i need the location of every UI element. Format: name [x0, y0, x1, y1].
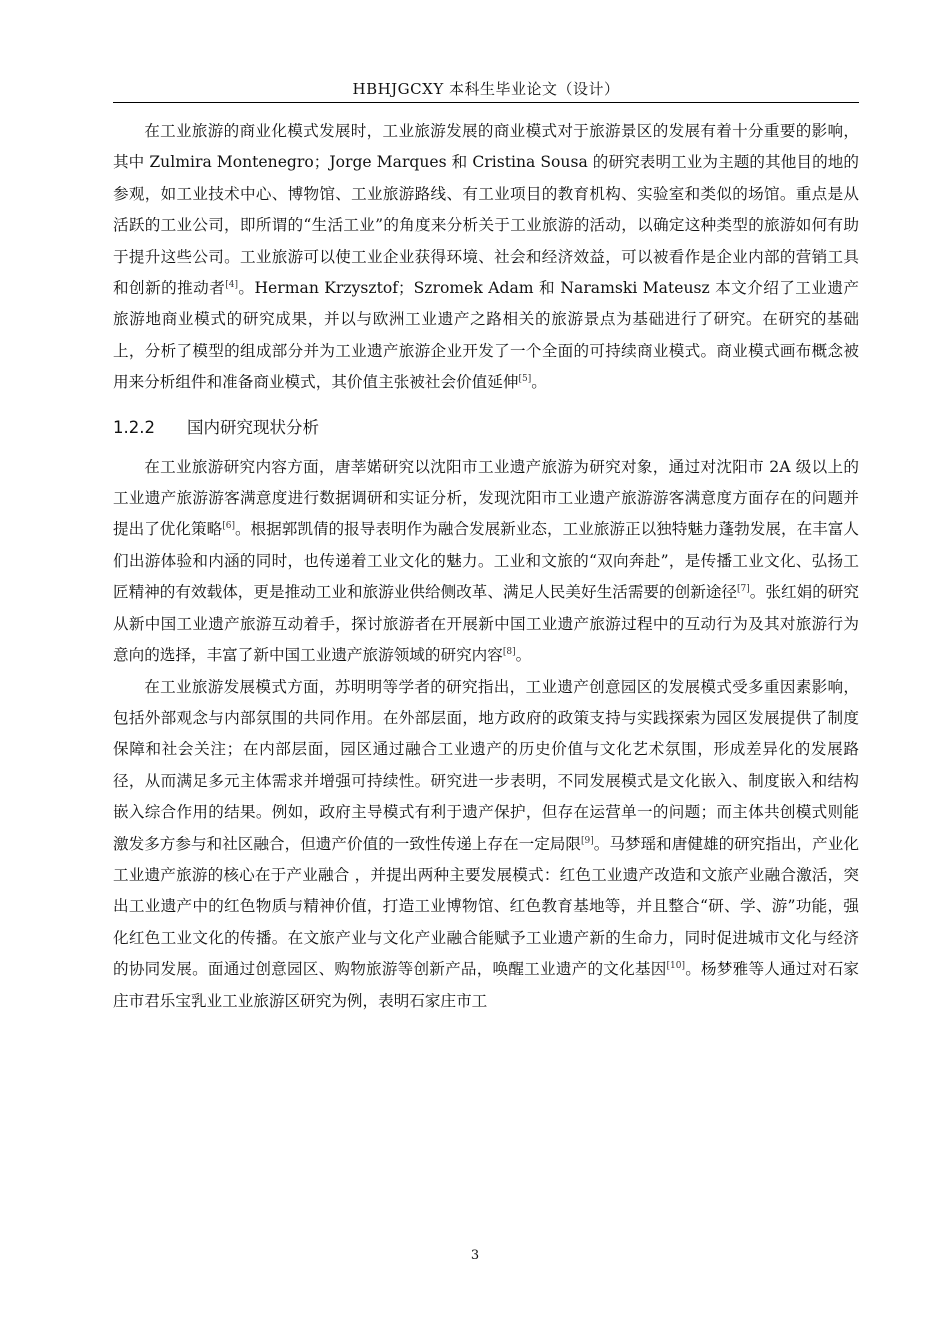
header-title: HBHJGCXY 本科生毕业论文（设计） [352, 80, 620, 98]
page-header [113, 60, 859, 103]
paragraph-text: 。Herman Krzysztof；Szromek Adam 和 Naramski Mateusz 本文介绍了工业遗产旅游地商业模式的研究成果，并以与欧洲工业遗产之路相关的旅游景点为基础进行了研究。在研究的基础上，分析了模型的组成部分并为工业遗产旅游企业开发了一个全面的可持续商业模式。商业模式画布概念被用来分析组件和准备商业模式，其价值主张被社会价值延伸 [113, 279, 859, 392]
citation-ref: [7] [737, 584, 750, 595]
body-paragraph [113, 116, 859, 399]
body-paragraph [113, 452, 859, 672]
citation-ref: [9] [581, 835, 594, 846]
citation-ref: [6] [222, 521, 235, 532]
paragraph-text: 在工业旅游研究内容方面，唐莘婼研究以沈阳市工业遗产旅游为研究对象，通过对沈阳市 2A 级以上的工业遗产旅游游客满意度进行数据调研和实证分析，发现沈阳市工业遗产旅游游客满意度方面存在的问题并提出了优化策略 [113, 457, 859, 539]
section-number: 1.2.2 [113, 417, 155, 437]
paragraph-text: 在工业旅游发展模式方面，苏明明等学者的研究指出，工业遗产创意园区的发展模式受多重因素影响，包括外部观念与内部氛围的共同作用。在外部层面，地方政府的政策支持与实践探索为园区发展提供了制度保障和社会关注；在内部层面，园区通过融合工业遗产的历史价值与文化艺术氛围，形成差异化的发展路径，从而满足多元主体需求并增强可持续性。研究进一步表明，不同发展模式是文化嵌入、制度嵌入和结构嵌入综合作用的结果。例如，政府主导模式有利于遗产保护，但存在运营单一的问题；而主体共创模式则能激发多方参与和社区融合，但遗产价值的一致性传递上存在一定局限 [113, 677, 859, 853]
paragraph-text: 。 [515, 646, 532, 665]
page-body [113, 116, 859, 1017]
section-heading [113, 413, 859, 443]
citation-ref: [5] [518, 374, 532, 385]
citation-ref: [10] [666, 961, 686, 972]
paragraph-text: 。 [531, 373, 547, 392]
paragraph-text: 。马梦瑶和唐健雄的研究指出，产业化工业遗产旅游的核心在于产业融合 ，并提出两种主要发展模式：红色工业遗产改造和文旅产业融合激活，突出工业遗产中的红色物质与精神价值，打造工业博物馆、红色教育基地等，并且整合“研、学、游”功能，强化红色工业文化的传播。在文旅产业与文化产业融合能赋予工业遗产新的生命力，同时促进城市文化与经济的协同发展。面通过创意园区、购物旅游等创新产品，唤醒工业遗产的文化基因 [113, 834, 859, 979]
paragraph-text: 。杨梦雅等人通过对石家庄市君乐宝乳业工业旅游区研究为例，表明石家庄市工 [113, 960, 859, 1010]
citation-ref: [8] [502, 647, 516, 658]
paragraph-text: 在工业旅游的商业化模式发展时，工业旅游发展的商业模式对于旅游景区的发展有着十分重要的影响，其中 Zulmira Montenegro；Jorge Marques 和 Cristina Sousa 的研究表明工业为主题的其他目的地的参观，如工业技术中心、博物馆、工业旅游路线、有工业项目的教育机构、实验室和类似的场馆。重点是从活跃的工业公司，即所谓的“生活工业”的角度来分析关于工业旅游的活动，以确定这种类型的旅游如何有助于提升这些公司。工业旅游可以使工业企业获得环境、社会和经济效益，可以被看作是企业内部的营销工具和创新的推动者 [113, 122, 859, 298]
paragraph-text: 。根据郭凯倩的报导表明作为融合发展新业态，工业旅游正以独特魅力蓬勃发展，在丰富人们出游体验和内涵的同时，也传递着工业文化的魅力。工业和文旅的“双向奔赴”，是传播工业文化、弘扬工匠精神的有效载体，更是推动工业和旅游业供给侧改革、满足人民美好生活需要的创新途径 [113, 520, 859, 602]
body-paragraph [113, 672, 859, 1017]
page-number: 3 [470, 1248, 480, 1263]
paragraph-text: 。张红娟的研究从新中国工业遗产旅游互动着手，探讨旅游者在开展新中国工业遗产旅游过程中的互动行为及其对旅游行为意向的选择，丰富了新中国工业遗产旅游领域的研究内容 [113, 583, 859, 665]
citation-ref: [4] [225, 280, 238, 291]
section-title: 国内研究现状分析 [187, 417, 319, 437]
